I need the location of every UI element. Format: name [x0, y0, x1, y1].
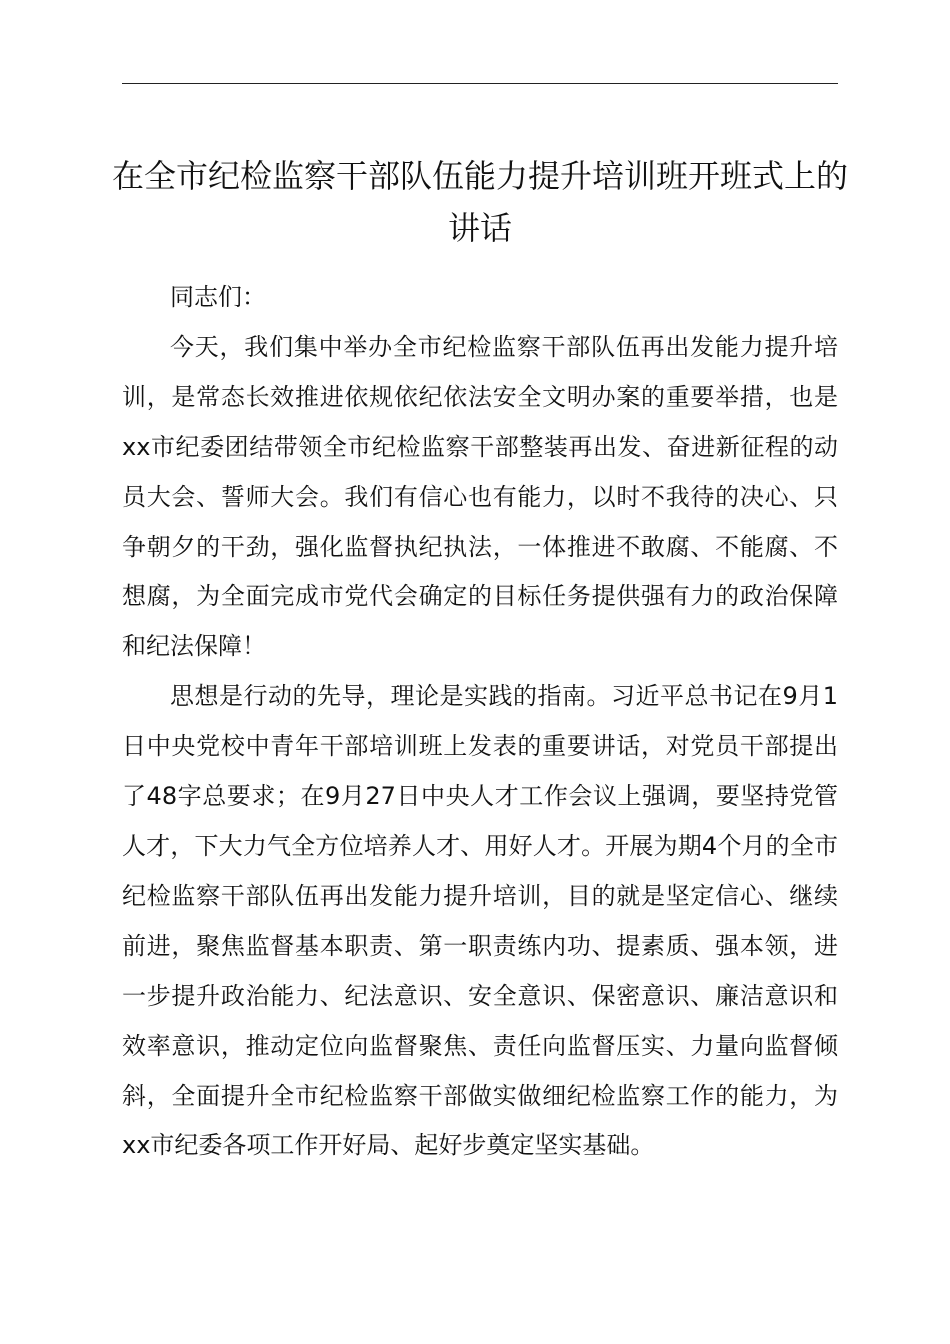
document-title: 在全市纪检监察干部队伍能力提升培训班开班式上的讲话: [111, 157, 848, 247]
paragraph-2: 思想是行动的先导，理论是实践的指南。习近平总书记在9月1日中央党校中青年干部培训班上发表的重要讲话，对党员干部提出了48字总要求；在9月27日中央人才工作会议上强调，要坚持党管人才，下大力气全方位培养人才、用好人才。开展为期4个月的全市纪检监察干部队伍再出发能力提升培训，目的就是坚定信心、继续前进，聚焦监督基本职责、第一职责练内功、提素质、强本领，进一步提升政治能力、纪法意识、安全意识、保密意识、廉洁意识和效率意识，推动定位向监督聚焦、责任向监督压实、力量向监督倾斜，全面提升全市纪检监察干部做实做细纪检监察工作的能力，为xx市纪委各项工作开好局、起好步奠定坚实基础。: [122, 682, 838, 1160]
paragraph-1: 今天，我们集中举办全市纪检监察干部队伍再出发能力提升培训，是常态长效推进依规依纪依法安全文明办案的重要举措，也是xx市纪委团结带领全市纪检监察干部整装再出发、奋进新征程的动员大会、誓师大会。我们有信心也有能力，以时不我待的决心、只争朝夕的干劲，强化监督执纪执法，一体推进不敢腐、不能腐、不想腐，为全面完成市党代会确定的目标任务提供强有力的政治保障和纪法保障！: [122, 332, 838, 661]
header-rule: [122, 83, 838, 84]
salutation: 同志们：: [170, 283, 266, 311]
document-body: [122, 273, 838, 1171]
